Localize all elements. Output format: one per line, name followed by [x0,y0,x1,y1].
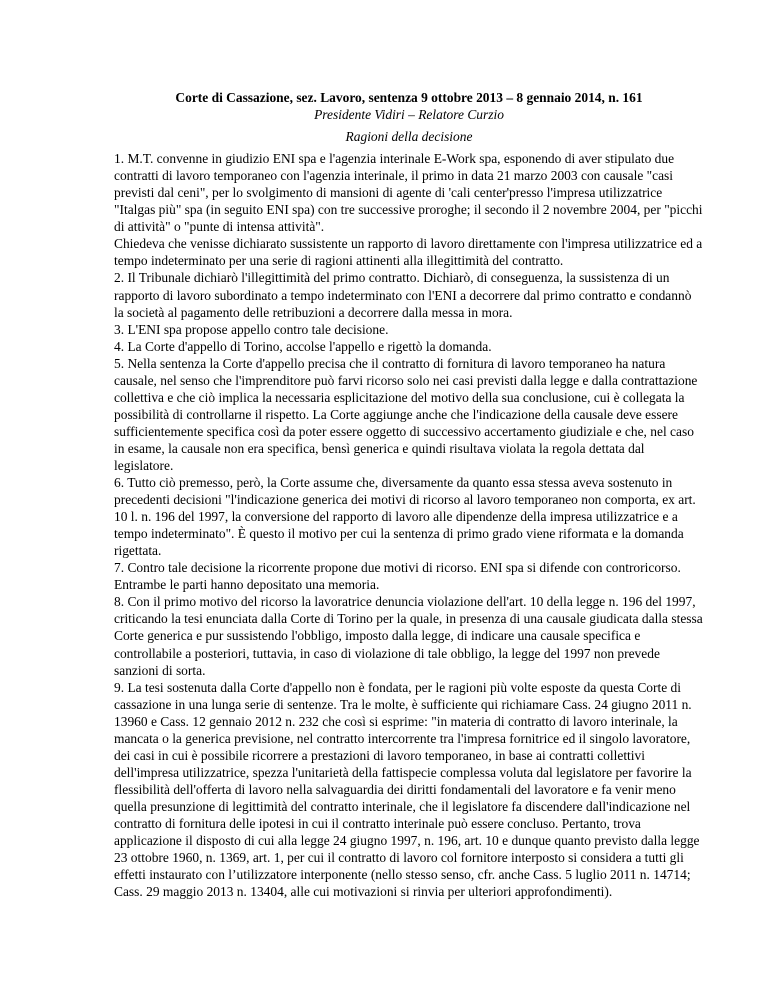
document-subtitle: Presidente Vidiri – Relatore Curzio [314,107,504,123]
paragraph: 1. M.T. convenne in giudizio ENI spa e l'agenzia interinale E-Work spa, esponendo di aver stipulato due contratti di lavoro temporaneo con l'agenzia interinale, il primo in data 21 marzo 2003 con causale "casi previsti dal ceni", per lo svolgimento di mansioni di agente di 'cali center'presso l'impresa utilizzatrice "Italgas più" spa (in seguito ENI spa) con tre successive proroghe; il secondo il 2 novembre 2004, per "picchi di attività" o "punte di intensa attività". [114,151,703,235]
paragraph: 6. Tutto ciò premesso, però, la Corte assume che, diversamente da quanto essa stessa aveva sostenuto in precedenti decisioni "l'indicazione generica dei motivi di ricorso al lavoro temporaneo non comporta, ex art. 10 l. n. 196 del 1997, la conversione del rapporto di lavoro alle dipendenze della impresa utilizzatrice e a tempo indeterminato". È questo il motivo per cui la sentenza di primo grado viene riformata e la domanda rigettata. [114,475,696,559]
paragraph: 5. Nella sentenza la Corte d'appello precisa che il contratto di fornitura di lavoro temporaneo ha natura causale, nel senso che l'imprenditore può farvi ricorso solo nei casi previsti dalla legge e dalla contrattazione collettiva e che ciò implica la necessaria esplicitazione del motivo della sua conclusione, cui è collegata la possibilità di controllarne il rispetto. La Corte aggiunge anche che l'indicazione della causale deve essere sufficientemente specifica così da poter essere oggetto di successivo accertamento giudiziale e che, nel caso in esame, la causale non era specifica, bensì generica e quindi risultava violata la regola dettata dal legislatore. [114,355,698,473]
section-heading: Ragioni della decisione [345,129,473,145]
paragraph: 9. La tesi sostenuta dalla Corte d'appello non è fondata, per le ragioni più volte esposte da questa Corte di cassazione in una lunga serie di sentenze. Tra le molte, è sufficiente qui richiamare Cass. 24 giugno 2011 n. 13960 e Cass. 12 gennaio 2012 n. 232 che così si esprime: "in materia di contratto di lavoro interinale, la mancata o la generica previsione, nel contratto intercorrente tra l'impresa fornitrice ed il singolo lavoratore, dei casi in cui è possibile ricorrere a prestazioni di lavoro temporaneo, in base ai contratti collettivi dell'impresa utilizzatrice, spezza l'unitarietà della fattispecie complessa voluta dal legislatore per favorire la flessibilità dell'offerta di lavoro nella salvaguardia dei diritti fondamentali del lavoratore e fa venir meno quella presunzione di legittimità del contratto interinale, che il legislatore fa discendere dall'indicazione nel contratto di fornitura delle ipotesi in cui il contratto interinale può essere concluso. Pertanto, trova applicazione il disposto di cui alla legge 24 giugno 1997, n. 196, art. 10 e dunque quanto previsto dalla legge 23 ottobre 1960, n. 1369, art. 1, per cui il contratto di lavoro col fornitore interposto si considera a tutti gli effetti instaurato con l’utilizzatore interponente (nello stesso senso, cfr. anche Cass. 5 luglio 2011 n. 14714; Cass. 29 maggio 2013 n. 13404, alle cui motivazioni si rinvia per ulteriori approfondimenti). [114,679,700,900]
document-title: Corte di Cassazione, sez. Lavoro, sentenza 9 ottobre 2013 – 8 gennaio 2014, n. 161 [175,90,643,105]
paragraph: 7. Contro tale decisione la ricorrente propone due motivi di ricorso. ENI spa si difende con controricorso. Entrambe le parti hanno depositato una memoria. [114,560,681,593]
paragraph: 8. Con il primo motivo del ricorso la lavoratrice denuncia violazione dell'art. 10 della legge n. 196 del 1997, criticando la tesi enunciata dalla Corte di Torino per la quale, in presenza di una causale giudicata dalla stessa Corte generica e pur sussistendo l'obbligo, imposto dalla legge, di indicare una causale specifica e controllabile a posteriori, tuttavia, in caso di violazione di tale obbligo, la legge del 1997 non prevede sanzioni di sorta. [114,594,703,678]
paragraph: 4. La Corte d'appello di Torino, accolse l'appello e rigettò la domanda. [114,338,492,354]
paragraph: 2. Il Tribunale dichiarò l'illegittimità del primo contratto. Dichiarò, di conseguenza, la sussistenza di un rapporto di lavoro subordinato a tempo indeterminato con l'ENI a decorrere dal primo contratto e condannò la società al pagamento delle retribuzioni a decorrere dalla messa in mora. [114,270,692,320]
paragraph: 3. L'ENI spa propose appello contro tale decisione. [114,321,389,337]
document-page [114,89,704,900]
paragraph: Chiedeva che venisse dichiarato sussistente un rapporto di lavoro direttamente con l'impresa utilizzatrice ed a tempo indeterminato per una serie di ragioni attinenti alla illegittimità del contratto. [114,236,703,269]
